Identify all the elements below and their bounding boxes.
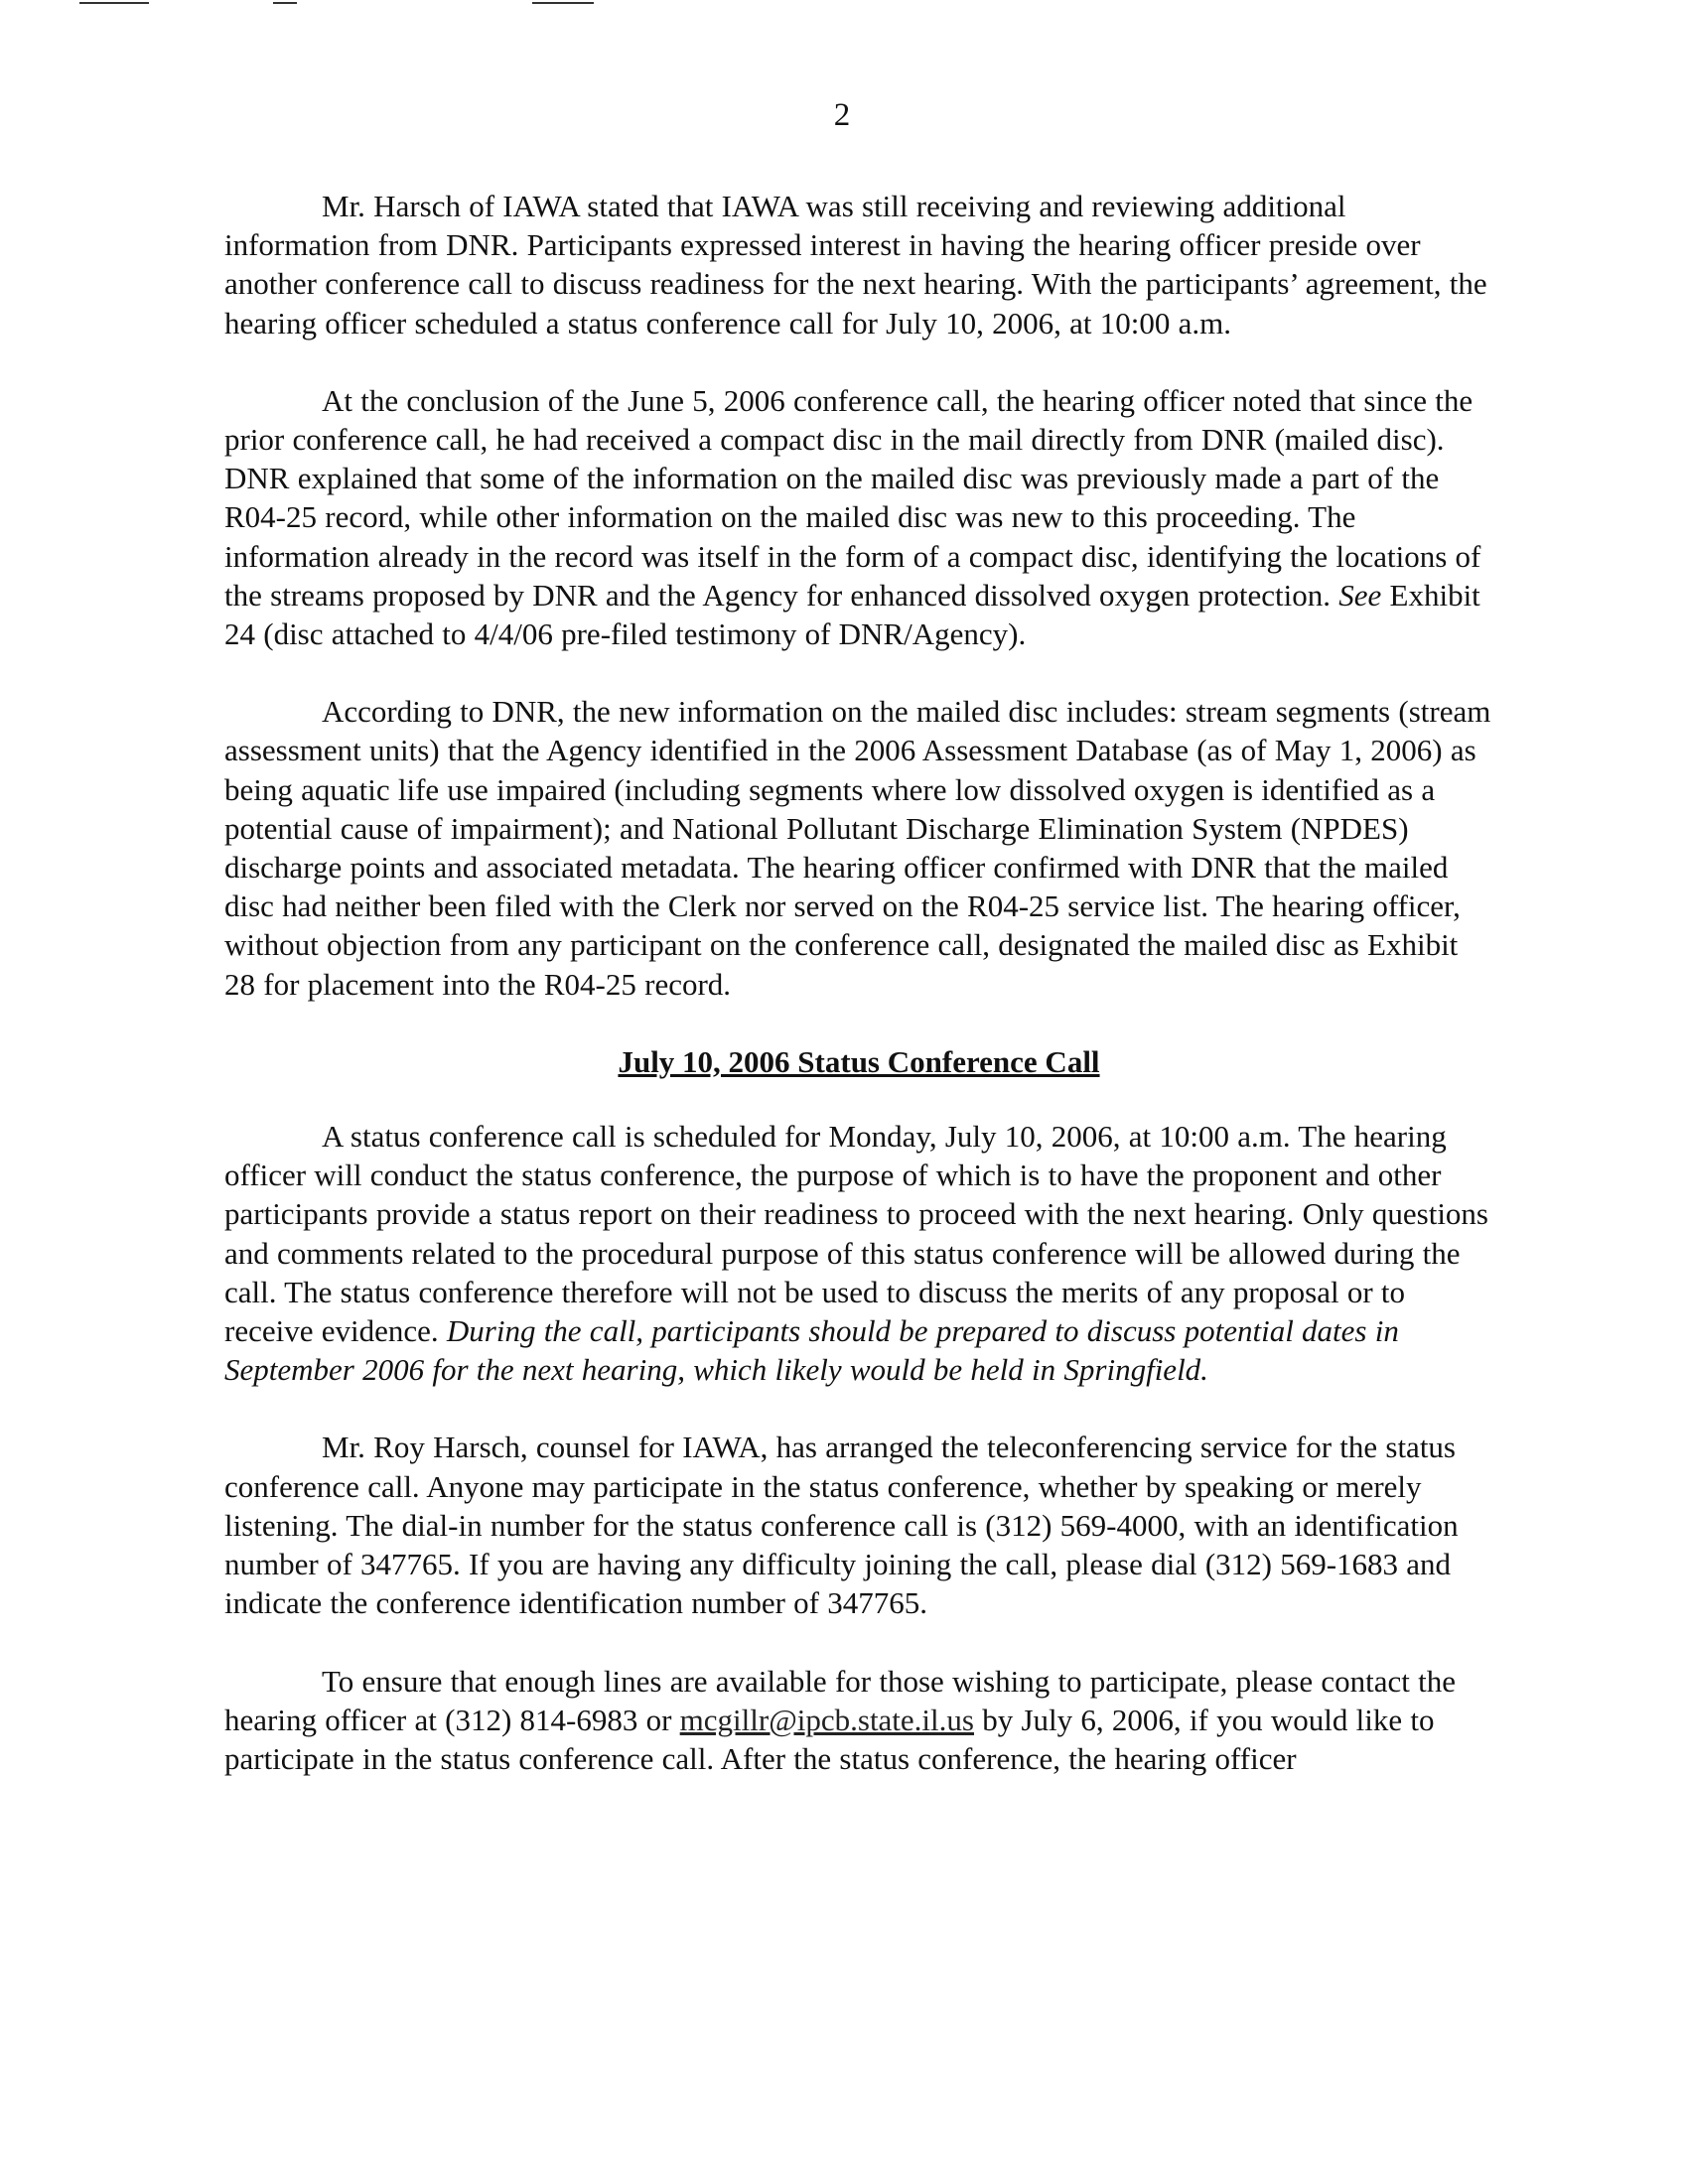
italic-instruction: During the call, participants should be prepared to discuss potential dates in September 2006 for the next hearing, which likely would be held in Springfield. xyxy=(224,1313,1399,1388)
paragraph-new-information: According to DNR, the new information on the mailed disc includes: stream segments (stream assessment units) that the Agency identified in the 2006 Assessment Database (as of May 1, 2006) as being aquatic life use impaired (including segments where low dissolved oxygen is identified as a potential cause of impairment); and National Pollutant Discharge Elimination System (NPDES) discharge points and associated metadata. The hearing officer confirmed with DNR that the mailed disc had neither been filed with the Clerk nor served on the R04-25 service list. The hearing officer, without objection from any participant on the conference call, designated the mailed disc as Exhibit 28 for placement into the R04-25 record. xyxy=(224,694,1491,1002)
page-number: 2 xyxy=(833,97,851,133)
paragraph-text: At the conclusion of the June 5, 2006 conference call, the hearing officer noted that since the prior conference call, he had received a compact disc in the mail directly from DNR (mailed disc). DNR explained that some of the information on the mailed disc was previously made a part of the R04-25 record, while other information on the mailed disc was new to this proceeding. The information already in the record was itself in the form of a compact disc, identifying the locations of the streams proposed by DNR and the Agency for enhanced dissolved oxygen protection. xyxy=(224,382,1481,613)
scan-artifact-mark xyxy=(79,2,149,4)
paragraph-mailed-disc xyxy=(224,381,1493,653)
paragraph-status-call xyxy=(224,1117,1493,1389)
citation-signal: See xyxy=(1338,577,1382,613)
paragraph-contact xyxy=(224,1662,1493,1779)
paragraph-dial-in: Mr. Roy Harsch, counsel for IAWA, has arranged the teleconferencing service for the status conference call. Anyone may participate in the status conference, whether by speaking or merely listening. The dial-in number for the status conference call is (312) 569-4000, with an identification number of 347765. If you are having any difficulty joining the call, please dial (312) 569-1683 and indicate the conference identification number of 347765. xyxy=(224,1430,1459,1621)
paragraph-text: A status conference call is scheduled for Monday, July 10, 2006, at 10:00 a.m. The hearing officer will conduct the status conference, the purpose of which is to have the proponent and other participants provide a status report on their readiness to proceed with the next hearing. Only questions and comments related to the procedural purpose of this status conference will be allowed during the call. The status conference therefore will not be used to discuss the merits of any proposal or to receive evidence. xyxy=(224,1119,1488,1349)
scan-artifact-mark xyxy=(532,2,594,4)
paragraph-iawa-update: Mr. Harsch of IAWA stated that IAWA was still receiving and reviewing additional information from DNR. Participants expressed interest in having the hearing officer preside over another conference call to discuss readiness for the next hearing. With the participants’ agreement, the hearing officer scheduled a status conference call for July 10, 2006, at 10:00 a.m. xyxy=(224,189,1487,341)
paragraph-text: by July 6, 2006, if you would like to participate in the status conference call. After the status conference, the hearing officer xyxy=(224,1702,1435,1776)
email-link[interactable]: mcgillr@ipcb.state.il.us xyxy=(679,1702,974,1737)
document-body xyxy=(224,187,1493,1817)
paragraph-text: Exhibit 24 (disc attached to 4/4/06 pre-filed testimony of DNR/Agency). xyxy=(224,577,1480,652)
paragraph-text: To ensure that enough lines are available for those wishing to participate, please contact the hearing officer at (312) 814-6983 or xyxy=(224,1663,1456,1737)
section-heading: July 10, 2006 Status Conference Call xyxy=(618,1043,1100,1079)
scan-artifact-mark xyxy=(273,2,297,4)
